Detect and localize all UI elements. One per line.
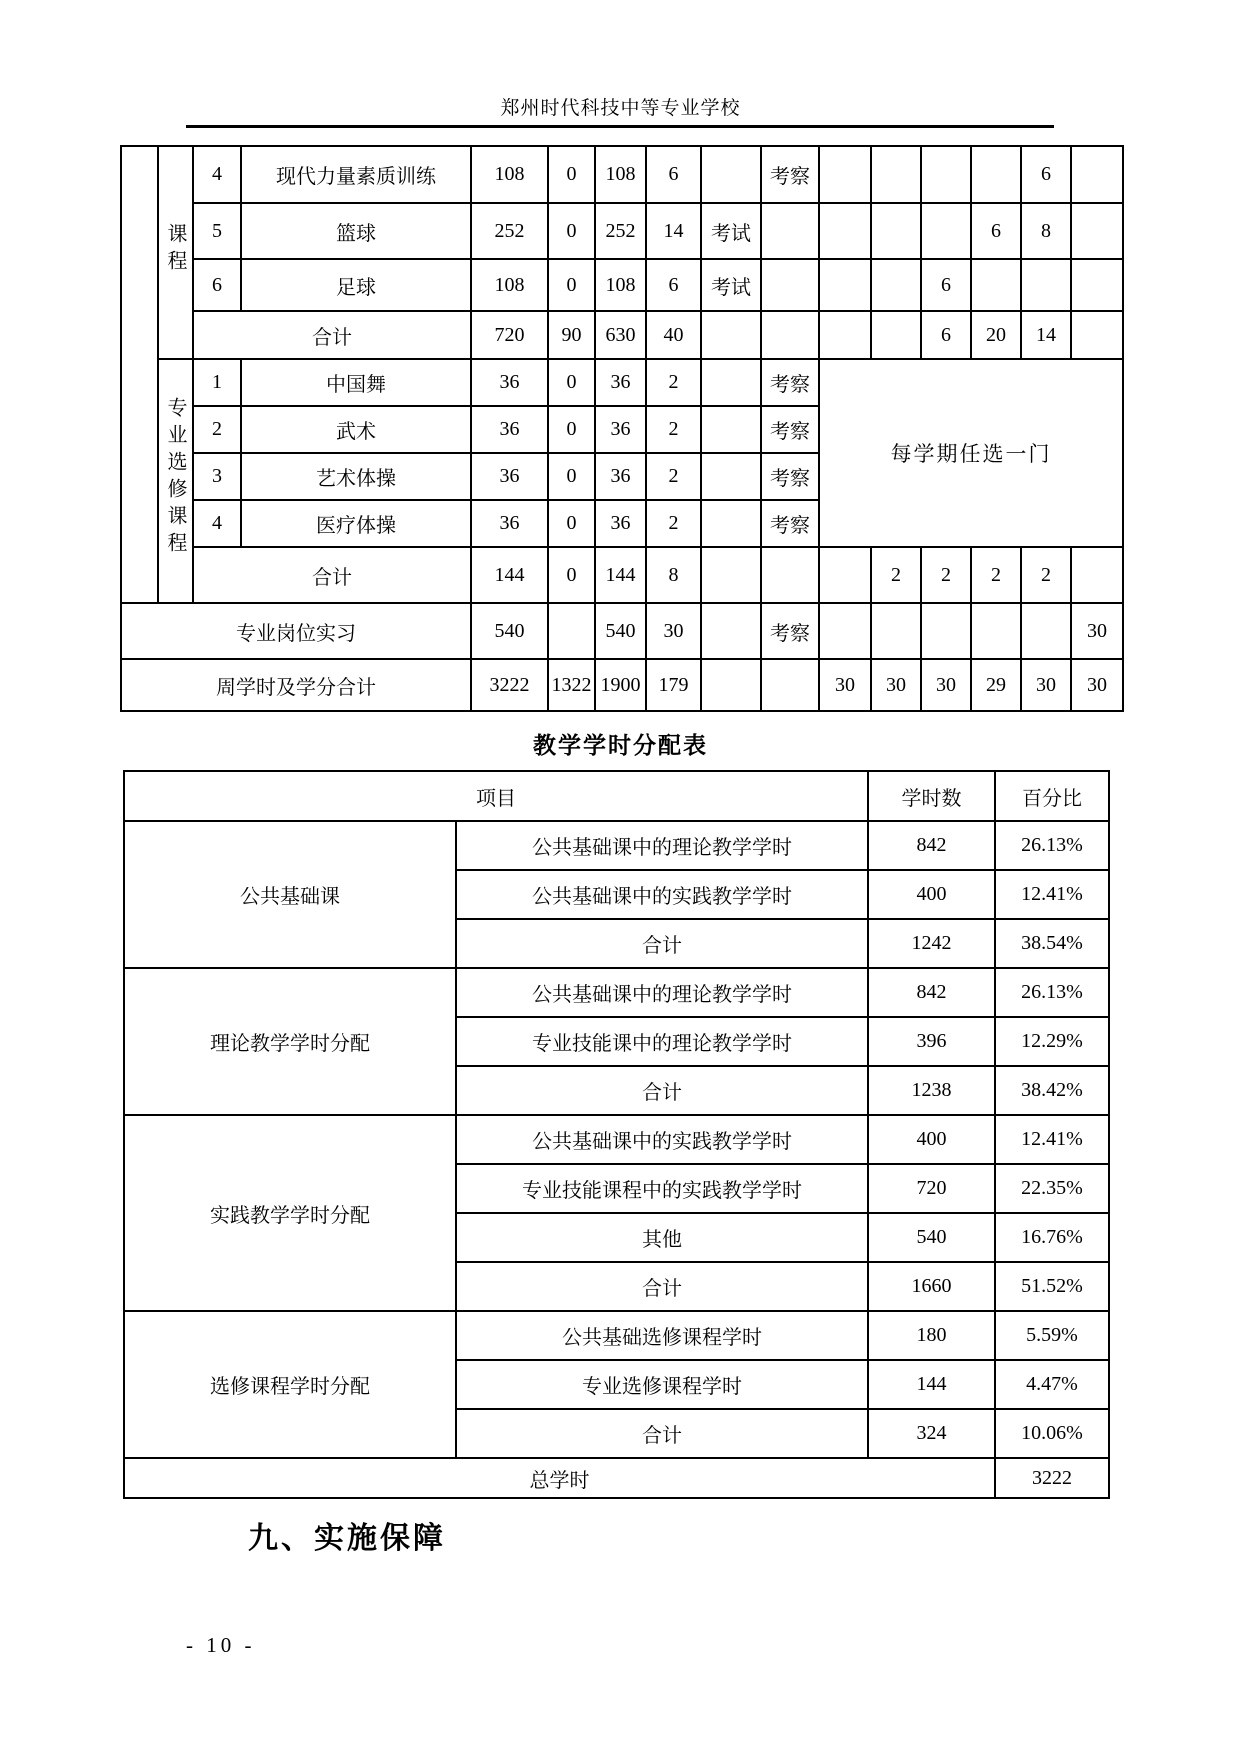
cell-hours: 842 [868, 821, 995, 870]
cell-hours: 400 [868, 1115, 995, 1164]
cell-sem-6 [1071, 146, 1123, 203]
cell-assess: 考察 [761, 359, 819, 406]
course-row [121, 146, 1123, 203]
cell-assess: 考察 [761, 500, 819, 547]
cell-sem-1 [819, 146, 871, 203]
cell-sem-2: 30 [871, 659, 921, 711]
cell-hours: 540 [868, 1213, 995, 1262]
cell-sem-2: 2 [871, 547, 921, 603]
cell-exam [701, 359, 761, 406]
cell-practice-hours: 36 [595, 453, 646, 500]
cell-sem-4: 20 [971, 311, 1021, 359]
group-label: 实践教学学时分配 [124, 1115, 456, 1311]
section-label-text: 课程 [164, 222, 186, 277]
cell-sem-5 [1021, 259, 1071, 311]
cell-total-hours: 36 [471, 359, 548, 406]
cell-exam [701, 500, 761, 547]
subtotal-row [121, 311, 1123, 359]
internship-label: 专业岗位实习 [121, 603, 471, 659]
cell-percent: 10.06% [995, 1409, 1109, 1458]
cell-credits: 2 [646, 406, 701, 453]
cell-sem-6 [1071, 259, 1123, 311]
group-row [124, 821, 1109, 870]
cell-sem-3: 6 [921, 311, 971, 359]
cell-percent: 12.41% [995, 1115, 1109, 1164]
cell-sem-2 [871, 203, 921, 259]
cell-course-name: 中国舞 [241, 359, 471, 406]
cell-theory-hours: 0 [548, 203, 595, 259]
cell-percent: 5.59% [995, 1311, 1109, 1360]
cell-no: 3 [193, 453, 241, 500]
cell-no: 2 [193, 406, 241, 453]
cell-sem-3: 2 [921, 547, 971, 603]
cell-sem-1 [819, 259, 871, 311]
hours-table-title: 教学学时分配表 [533, 732, 708, 758]
cell-sem-1: 30 [819, 659, 871, 711]
group-row [124, 968, 1109, 1017]
cell-exam [701, 453, 761, 500]
cell-no: 6 [193, 259, 241, 311]
cell-total-hours: 36 [471, 453, 548, 500]
cell-credits: 2 [646, 359, 701, 406]
cell-sem-1 [819, 311, 871, 359]
cell-total-hours: 720 [471, 311, 548, 359]
cell-item: 公共基础课中的实践教学学时 [456, 1115, 868, 1164]
page-number: - 10 - [186, 1633, 256, 1657]
cell-exam [701, 146, 761, 203]
subtotal-row [121, 547, 1123, 603]
cell-practice-hours: 108 [595, 259, 646, 311]
cell-theory-hours: 0 [548, 259, 595, 311]
cell-percent: 38.54% [995, 919, 1109, 968]
page-header-title: 郑州时代科技中等专业学校 [500, 98, 741, 119]
cell-hours: 324 [868, 1409, 995, 1458]
cell-percent: 16.76% [995, 1213, 1109, 1262]
cell-hours: 400 [868, 870, 995, 919]
cell-total-hours: 36 [471, 406, 548, 453]
cell-assess [761, 259, 819, 311]
cell-credits: 8 [646, 547, 701, 603]
course-row [121, 203, 1123, 259]
cell-theory-hours: 0 [548, 359, 595, 406]
group-label: 理论教学学时分配 [124, 968, 456, 1115]
subtotal-label: 合计 [193, 547, 471, 603]
cell-item: 专业技能课程中的实践教学学时 [456, 1164, 868, 1213]
group-row [124, 1311, 1109, 1360]
cell-course-name: 足球 [241, 259, 471, 311]
cell-theory-hours: 0 [548, 500, 595, 547]
cell-percent: 12.41% [995, 870, 1109, 919]
total-row [124, 1458, 1109, 1498]
cell-theory-hours: 0 [548, 146, 595, 203]
course-row [121, 259, 1123, 311]
cell-no: 4 [193, 500, 241, 547]
cell-hours: 396 [868, 1017, 995, 1066]
cell-sem-1 [819, 603, 871, 659]
cell-sem-5: 2 [1021, 547, 1071, 603]
outer-spacer-cell [121, 146, 158, 603]
hours-table [123, 770, 1110, 1499]
cell-practice-hours: 144 [595, 547, 646, 603]
header-row [124, 771, 1109, 821]
cell-sem-4: 6 [971, 203, 1021, 259]
header-percent: 百分比 [995, 771, 1109, 821]
cell-credits: 2 [646, 500, 701, 547]
cell-practice-hours: 630 [595, 311, 646, 359]
cell-sem-4 [971, 259, 1021, 311]
elective-note: 每学期任选一门 [819, 359, 1123, 547]
cell-no: 5 [193, 203, 241, 259]
cell-assess [761, 311, 819, 359]
cell-sem-5: 14 [1021, 311, 1071, 359]
cell-sem-4 [971, 146, 1021, 203]
cell-course-name: 篮球 [241, 203, 471, 259]
cell-sem-4: 2 [971, 547, 1021, 603]
section-heading: 九、实施保障 [248, 1522, 446, 1555]
cell-sem-6: 30 [1071, 603, 1123, 659]
cell-practice-hours: 540 [595, 603, 646, 659]
cell-no: 4 [193, 146, 241, 203]
cell-sem-2 [871, 603, 921, 659]
course-row [121, 359, 1123, 406]
cell-item: 其他 [456, 1213, 868, 1262]
cell-theory-hours: 0 [548, 406, 595, 453]
cell-sem-4 [971, 603, 1021, 659]
cell-sem-3: 6 [921, 259, 971, 311]
cell-sem-2 [871, 311, 921, 359]
cell-exam [701, 547, 761, 603]
cell-assess: 考察 [761, 603, 819, 659]
cell-theory-hours: 0 [548, 453, 595, 500]
cell-credits: 179 [646, 659, 701, 711]
cell-sem-5: 30 [1021, 659, 1071, 711]
cell-total-hours: 540 [471, 603, 548, 659]
cell-percent: 4.47% [995, 1360, 1109, 1409]
cell-exam: 考试 [701, 259, 761, 311]
cell-item: 公共基础选修课程学时 [456, 1311, 868, 1360]
cell-sem-5: 6 [1021, 146, 1071, 203]
cell-sem-5 [1021, 603, 1071, 659]
cell-credits: 40 [646, 311, 701, 359]
cell-total-hours: 108 [471, 259, 548, 311]
cell-item: 专业技能课中的理论教学学时 [456, 1017, 868, 1066]
cell-total-hours: 144 [471, 547, 548, 603]
cell-item: 公共基础课中的实践教学学时 [456, 870, 868, 919]
cell-hours: 720 [868, 1164, 995, 1213]
cell-hours: 180 [868, 1311, 995, 1360]
weekly-total-label: 周学时及学分合计 [121, 659, 471, 711]
cell-sem-1 [819, 203, 871, 259]
cell-assess: 考察 [761, 406, 819, 453]
cell-hours: 1660 [868, 1262, 995, 1311]
total-value: 3222 [995, 1458, 1109, 1498]
cell-total-hours: 108 [471, 146, 548, 203]
cell-sem-1 [819, 547, 871, 603]
cell-course-name: 医疗体操 [241, 500, 471, 547]
section-label-elective [158, 359, 193, 603]
cell-item: 公共基础课中的理论教学学时 [456, 821, 868, 870]
cell-assess [761, 203, 819, 259]
cell-credits: 30 [646, 603, 701, 659]
cell-sem-6: 30 [1071, 659, 1123, 711]
cell-item: 公共基础课中的理论教学学时 [456, 968, 868, 1017]
cell-assess [761, 659, 819, 711]
cell-exam: 考试 [701, 203, 761, 259]
cell-sem-3 [921, 603, 971, 659]
header-hours: 学时数 [868, 771, 995, 821]
cell-sem-3 [921, 146, 971, 203]
group-label: 选修课程学时分配 [124, 1311, 456, 1458]
cell-credits: 14 [646, 203, 701, 259]
cell-sem-3: 30 [921, 659, 971, 711]
cell-practice-hours: 36 [595, 406, 646, 453]
cell-total-hours: 252 [471, 203, 548, 259]
section-label-text: 专业选修课程 [164, 397, 186, 559]
cell-percent: 26.13% [995, 821, 1109, 870]
cell-item: 合计 [456, 1409, 868, 1458]
cell-exam [701, 659, 761, 711]
cell-course-name: 现代力量素质训练 [241, 146, 471, 203]
cell-practice-hours: 108 [595, 146, 646, 203]
internship-row [121, 603, 1123, 659]
cell-percent: 22.35% [995, 1164, 1109, 1213]
total-label: 总学时 [124, 1458, 995, 1498]
cell-credits: 6 [646, 259, 701, 311]
cell-sem-5: 8 [1021, 203, 1071, 259]
cell-theory-hours: 0 [548, 547, 595, 603]
cell-assess [761, 547, 819, 603]
cell-credits: 6 [646, 146, 701, 203]
cell-course-name: 武术 [241, 406, 471, 453]
cell-credits: 2 [646, 453, 701, 500]
section-label-skill [158, 146, 193, 359]
group-label: 公共基础课 [124, 821, 456, 968]
cell-exam [701, 311, 761, 359]
subtotal-label: 合计 [193, 311, 471, 359]
weekly-total-row [121, 659, 1123, 711]
cell-sem-2 [871, 259, 921, 311]
cell-sem-4: 29 [971, 659, 1021, 711]
cell-sem-3 [921, 203, 971, 259]
curriculum-table [120, 145, 1124, 712]
group-row [124, 1115, 1109, 1164]
cell-hours: 1242 [868, 919, 995, 968]
cell-no: 1 [193, 359, 241, 406]
cell-percent: 51.52% [995, 1262, 1109, 1311]
cell-practice-hours: 36 [595, 500, 646, 547]
header-rule [186, 125, 1054, 128]
cell-total-hours: 3222 [471, 659, 548, 711]
cell-sem-2 [871, 146, 921, 203]
cell-assess: 考察 [761, 146, 819, 203]
cell-assess: 考察 [761, 453, 819, 500]
cell-percent: 12.29% [995, 1017, 1109, 1066]
cell-practice-hours: 36 [595, 359, 646, 406]
cell-item: 合计 [456, 919, 868, 968]
cell-theory-hours [548, 603, 595, 659]
cell-hours: 144 [868, 1360, 995, 1409]
cell-sem-6 [1071, 203, 1123, 259]
cell-course-name: 艺术体操 [241, 453, 471, 500]
cell-hours: 842 [868, 968, 995, 1017]
cell-practice-hours: 1900 [595, 659, 646, 711]
cell-exam [701, 406, 761, 453]
cell-theory-hours: 1322 [548, 659, 595, 711]
cell-item: 合计 [456, 1066, 868, 1115]
cell-total-hours: 36 [471, 500, 548, 547]
cell-item: 合计 [456, 1262, 868, 1311]
cell-percent: 38.42% [995, 1066, 1109, 1115]
cell-sem-6 [1071, 311, 1123, 359]
cell-practice-hours: 252 [595, 203, 646, 259]
cell-exam [701, 603, 761, 659]
header-item: 项目 [124, 771, 868, 821]
cell-item: 专业选修课程学时 [456, 1360, 868, 1409]
cell-sem-6 [1071, 547, 1123, 603]
cell-hours: 1238 [868, 1066, 995, 1115]
cell-percent: 26.13% [995, 968, 1109, 1017]
cell-theory-hours: 90 [548, 311, 595, 359]
